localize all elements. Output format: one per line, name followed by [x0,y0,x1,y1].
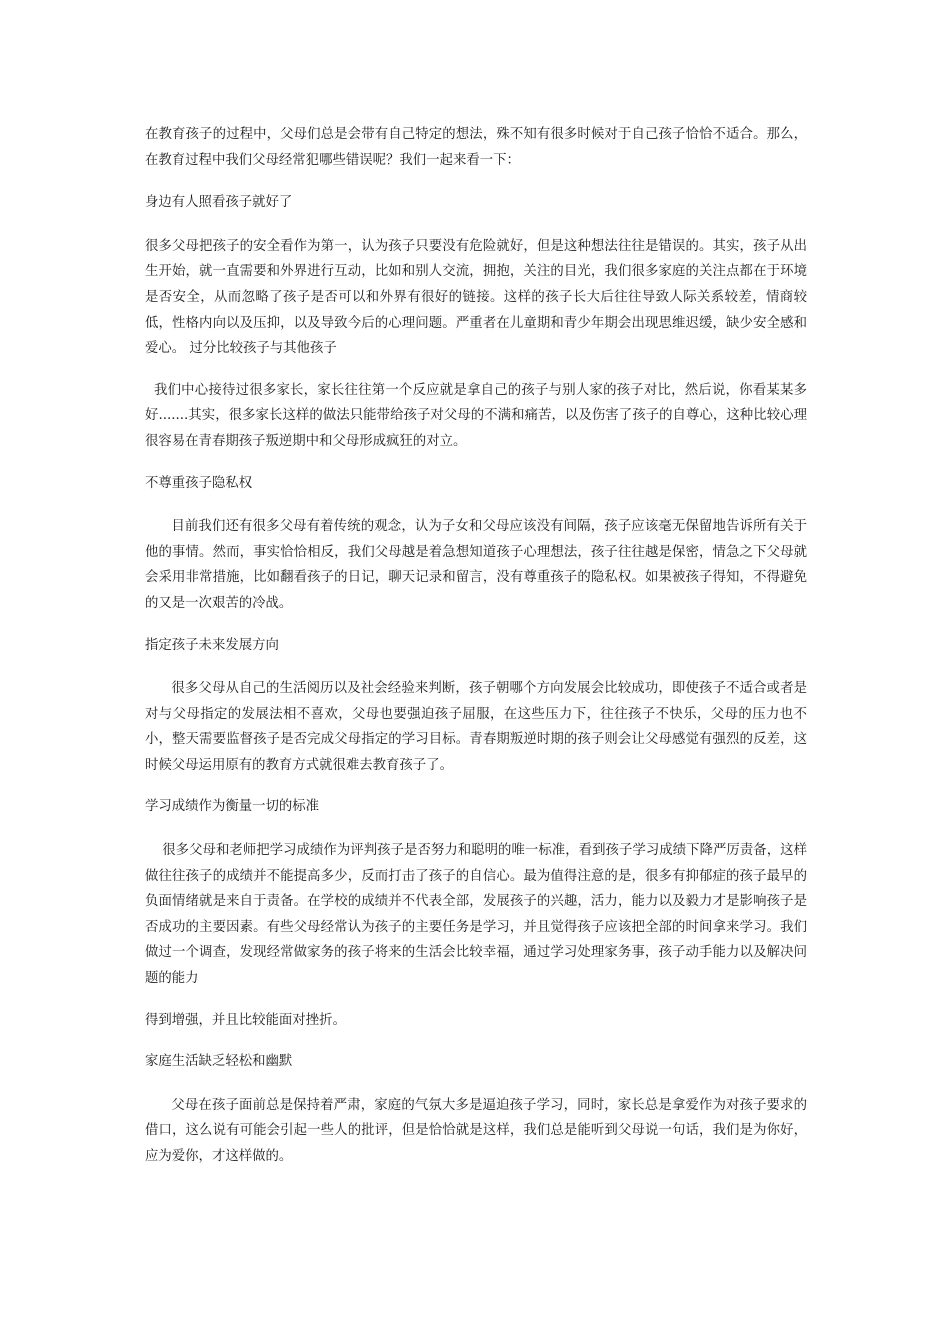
document-page [145,122,807,1170]
paragraph-future-direction: 很多父母从自己的生活阅历以及社会经验来判断，孩子朝哪个方向发展会比较成功，即使孩子不适合或者是对与父母指定的发展法相不喜欢，父母也要强迫孩子屈服，在这些压力下，往往孩子不快乐，父母的压力也不小，整天需要监督孩子是否完成父母指定的学习目标。青春期叛逆时期的孩子则会让父母感觉有强烈的反差，这时候父母运用原有的教育方式就很难去教育孩子了。 [145,681,807,773]
section-heading-supervision: 身边有人照看孩子就好了 [145,195,293,211]
paragraph-grades-continued: 得到增强，并且比较能面对挫折。 [145,1012,346,1028]
section-heading-privacy: 不尊重孩子隐私权 [145,475,253,491]
paragraph-supervision: 很多父母把孩子的安全看作为第一，认为孩子只要没有危险就好，但是这种想法往往是错误的。其实，孩子从出生开始，就一直需要和外界进行互动，比如和别人交流，拥抱，关注的目光，我们很多家庭的关注点都在于环境是否安全，从而忽略了孩子是否可以和外界有很好的链接。这样的孩子长大后往往导致人际关系较差，情商较低，性格内向以及压抑，以及导致今后的心理问题。严重者在儿童期和青少年期会出现思维迟缓，缺少安全感和爱心。 过分比较孩子与其他孩子 [145,238,807,357]
paragraph-privacy: 目前我们还有很多父母有着传统的观念，认为子女和父母应该没有间隔，孩子应该毫无保留地告诉所有关于他的事情。然而，事实恰恰相反，我们父母越是着急想知道孩子心理想法，孩子往往越是保密，情急之下父母就会采用非常措施，比如翻看孩子的日记，聊天记录和留言，没有尊重孩子的隐私权。如果被孩子得知，不得避免的又是一次艰苦的冷战。 [145,519,807,611]
paragraph-comparison: 我们中心接待过很多家长，家长往往第一个反应就是拿自己的孩子与别人家的孩子对比，然后说，你看某某多好.......其实，很多家长这样的做法只能带给孩子对父母的不满和痛苦，以及伤害了孩子的自尊心，这种比较心理很容易在青春期孩子叛逆期中和父母形成疯狂的对立。 [145,382,807,449]
section-heading-future-direction: 指定孩子未来发展方向 [145,637,279,653]
paragraph-humor: 父母在孩子面前总是保持着严肃，家庭的气氛大多是逼迫孩子学习，同时，家长总是拿爱作为对孩子要求的借口，这么说有可能会引起一些人的批评，但是恰恰就是这样，我们总是能听到父母说一句话，我们是为你好，应为爱你，才这样做的。 [145,1097,807,1164]
section-heading-humor: 家庭生活缺乏轻松和幽默 [145,1054,293,1070]
section-heading-grades: 学习成绩作为衡量一切的标准 [145,799,320,815]
paragraph-grades: 很多父母和老师把学习成绩作为评判孩子是否努力和聪明的唯一标准，看到孩子学习成绩下降严厉责备，这样做往往孩子的成绩并不能提高多少，反而打击了孩子的自信心。最为值得注意的是，很多有抑郁症的孩子最早的负面情绪就是来自于责备。在学校的成绩并不代表全部，发展孩子的兴趣，活力，能力以及毅力才是影响孩子是否成功的主要因素。有些父母经常认为孩子的主要任务是学习，并且觉得孩子应该把全部的时间拿来学习。我们做过一个调查，发现经常做家务的孩子将来的生活会比较幸福，通过学习处理家务事，孩子动手能力以及解决问题的能力 [145,843,807,987]
intro-paragraph: 在教育孩子的过程中，父母们总是会带有自己特定的想法，殊不知有很多时候对于自己孩子恰恰不适合。那么，在教育过程中我们父母经常犯哪些错误呢？我们一起来看一下： [145,127,807,168]
